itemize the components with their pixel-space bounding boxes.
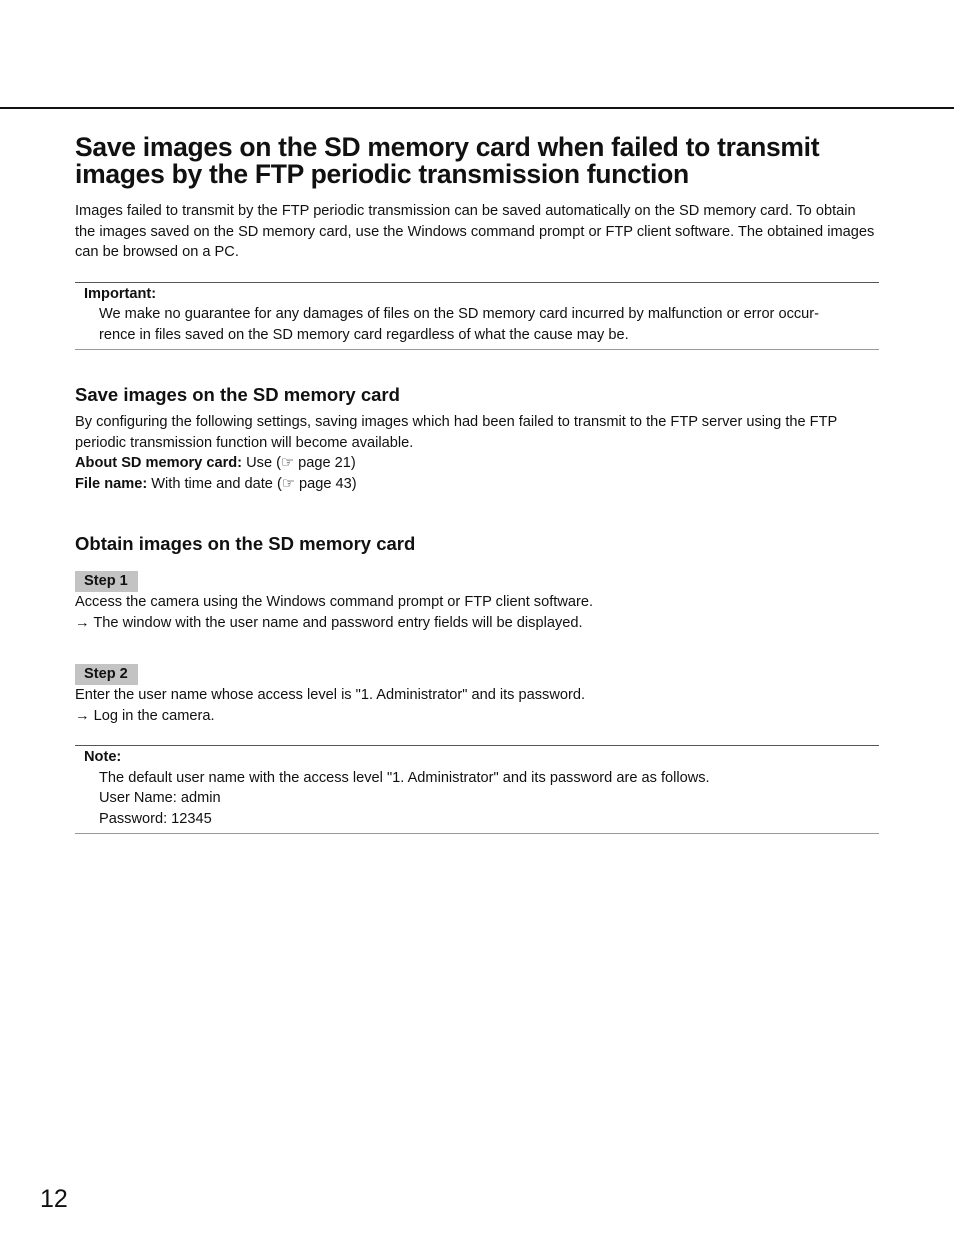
step-1-result: → The window with the user name and password entry fields will be displayed. (75, 614, 583, 631)
file-name-label: File name: (75, 475, 148, 492)
important-callout (75, 282, 879, 351)
step-1-text: Access the camera using the Windows command prompt or FTP client software. (75, 594, 594, 610)
page-number: 12 (40, 1185, 68, 1213)
step-2-badge: Step 2 (75, 664, 138, 685)
step-2 (75, 664, 879, 726)
save-section-body (75, 412, 879, 494)
obtain-section-heading: Obtain images on the SD memory card (75, 533, 416, 554)
file-name-line (75, 474, 879, 495)
note-line-1: The default user name with the access level "1. Administrator" and its password are as follows. (99, 769, 710, 786)
page-title: Save images on the SD memory card when failed to transmit images by the FTP periodic transmission function (75, 132, 820, 189)
step-1 (75, 571, 879, 633)
save-section-heading: Save images on the SD memory card (75, 384, 400, 405)
about-sd-line (75, 453, 879, 474)
about-sd-label: About SD memory card: (75, 455, 243, 471)
note-callout (75, 745, 879, 834)
file-name-value: With time and date (☞ page 43) (147, 475, 357, 492)
important-line-2: rence in files saved on the SD memory card regardless of what the cause may be. (99, 326, 629, 343)
about-sd-value: Use (☞ page 21) (242, 455, 356, 471)
top-rule (0, 107, 954, 109)
important-line-1: We make no guarantee for any damages of files on the SD memory card incurred by malfunction or error occur- (99, 306, 820, 322)
page-content (75, 134, 879, 834)
step-1-badge: Step 1 (75, 571, 138, 592)
step-2-text: Enter the user name whose access level is "1. Administrator" and its password. (75, 687, 586, 703)
intro-paragraph: Images failed to transmit by the FTP periodic transmission can be saved automatically on the SD memory card. To obtain the images saved on the SD memory card, use the Windows command prompt or FTP client software. The obtained images can be browsed on a PC. (75, 203, 875, 260)
save-section-text: By configuring the following settings, saving images which had been failed to transmit to the FTP server using the FTP periodic transmission function will become available. (75, 414, 837, 451)
step-2-result: → Log in the camera. (75, 707, 215, 724)
note-title: Note: (84, 749, 122, 765)
important-title: Important: (84, 285, 157, 302)
note-line-3: Password: 12345 (99, 810, 212, 827)
note-line-2: User Name: admin (99, 790, 221, 806)
